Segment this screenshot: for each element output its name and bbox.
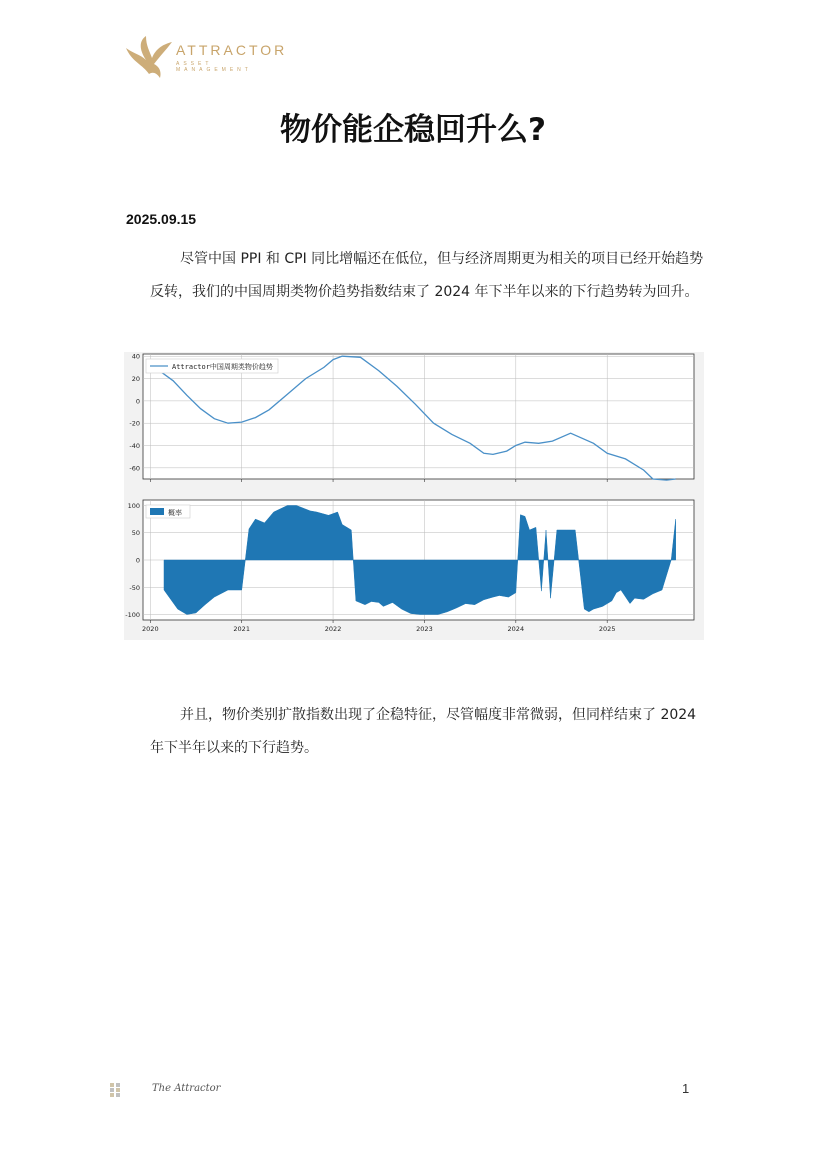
- x-tick-label: 2023: [416, 625, 433, 633]
- article-title: 物价能企稳回升么?: [280, 112, 546, 148]
- top-legend-label: Attractor中国周期类物价趋势: [172, 363, 273, 371]
- bottom-legend-label: 概率: [168, 509, 182, 517]
- company-logo: [124, 34, 288, 80]
- footer-brand: The Attractor: [152, 1083, 221, 1094]
- x-tick-label: 2021: [233, 625, 250, 633]
- y-tick-label: -50: [129, 583, 140, 592]
- logo-wordmark: ATTRACTOR: [176, 42, 288, 58]
- footer-grid-icon: [110, 1082, 126, 1101]
- bottom-legend: [146, 505, 190, 518]
- x-tick-label: 2020: [142, 625, 159, 633]
- y-tick-label: 0: [135, 556, 140, 565]
- y-tick-label: -40: [129, 442, 140, 451]
- y-tick-label: -20: [129, 419, 140, 428]
- price-trend-charts: [124, 352, 704, 640]
- logo-subtitle: ASSET MANAGEMENT: [176, 61, 252, 73]
- y-tick-label: 50: [131, 529, 140, 538]
- chart-figure: [124, 352, 704, 640]
- y-tick-label: 0: [135, 397, 140, 406]
- y-tick-label: 20: [131, 375, 140, 384]
- article-date: 2025.09.15: [126, 211, 197, 227]
- paragraph-2: 并且，物价类别扩散指数出现了企稳特征，尽管幅度非常微弱，但同样结束了 2024 年下半年以来的下行趋势。: [150, 707, 697, 756]
- phoenix-logo-icon: [124, 34, 174, 80]
- x-tick-label: 2024: [507, 625, 525, 633]
- x-tick-label: 2025: [598, 625, 616, 633]
- y-tick-label: -100: [125, 611, 140, 620]
- y-tick-label: 100: [127, 501, 140, 510]
- paragraph-1: 尽管中国 PPI 和 CPI 同比增幅还在低位，但与经济周期更为相关的项目已经开始趋势反转，我们的中国周期类物价趋势指数结束了 2024 年下半年以来的下行趋势转为回升。: [150, 251, 704, 300]
- top-legend: [146, 359, 278, 373]
- y-tick-label: 40: [131, 352, 140, 361]
- page-number: 1: [682, 1081, 690, 1096]
- y-tick-label: -60: [129, 464, 140, 473]
- x-tick-label: 2022: [324, 625, 342, 633]
